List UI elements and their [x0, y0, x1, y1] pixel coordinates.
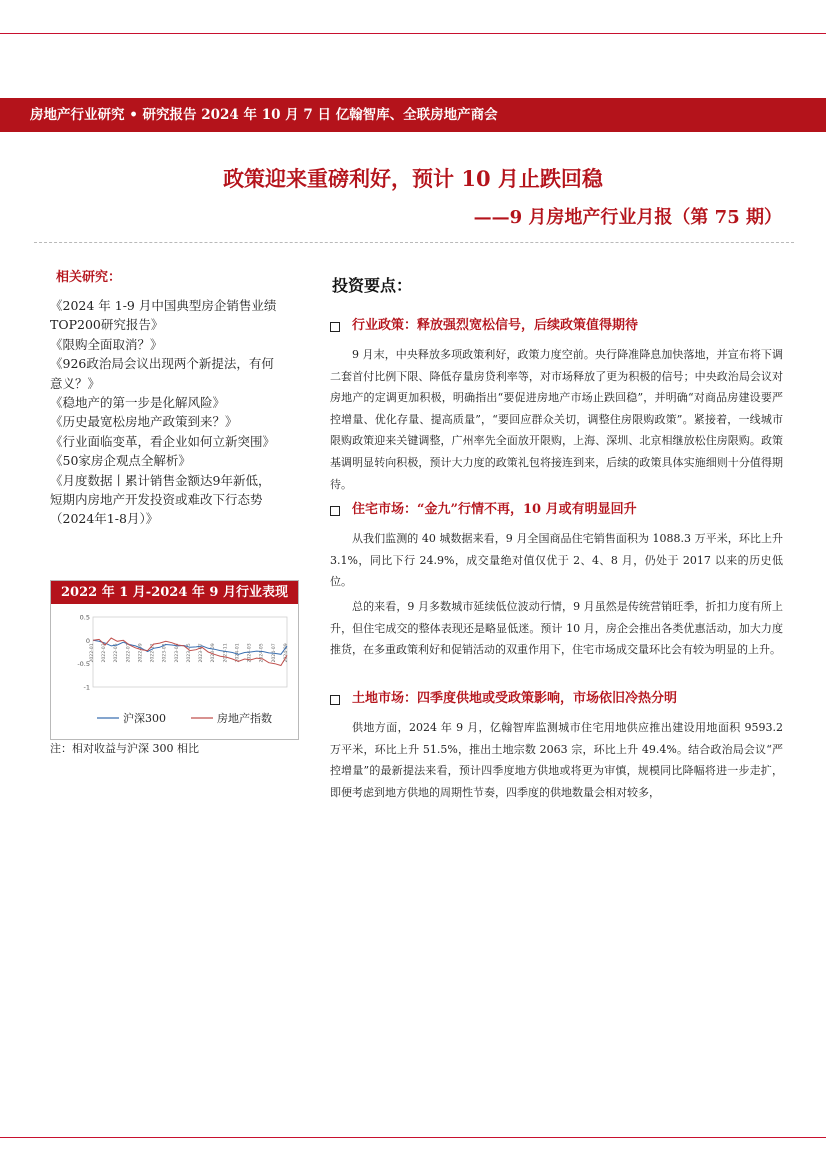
related-line[interactable]: TOP200研究报告》: [50, 317, 164, 333]
related-line[interactable]: 《稳地产的第一步是化解风险》: [50, 395, 226, 411]
x-tick-label: 2023-03: [174, 643, 180, 663]
related-line[interactable]: 短期内房地产开发投资或难改下行态势: [50, 492, 263, 508]
x-tick-label: 2022-05: [114, 643, 120, 663]
related-line[interactable]: 《限购全面取消？》: [50, 336, 163, 352]
report-title: 政策迎来重磅利好，预计 10 月止跌回稳: [223, 166, 603, 191]
y-tick-label: -1: [83, 683, 90, 692]
paragraph-policy: 9 月末，中央释放多项政策利好，政策力度空前。央行降准降息加快落地，并宣布将下调二套首付比例下限、降低存量房贷利率等，对市场释放了更为积极的信号；中央政治局会议对房地产的定调更加积极，明确指出“要促进房地产市场止跌回稳”，并明确“对商品房建设要严控增量、优化存量、提高质量”，“要回应群众关切，调整住房限购政策”。紧接着，一线城市限购政策迎来关键调整，广州率先全面放开限购，上海、深圳、北京相继放松住房限购。政策基调明显转向积极，预计大力度的政策礼包将接连到来，后续的政策具体实施细则十分值得期待。: [330, 348, 783, 491]
section-heading-land: [330, 689, 677, 709]
related-line[interactable]: 《历史最宽松房地产政策到来？》: [50, 414, 238, 430]
related-line[interactable]: 意义？》: [50, 375, 101, 391]
checkbox-bullet-icon: [330, 322, 340, 332]
section-heading-text: 行业政策：释放强烈宽松信号，后续政策值得期待: [352, 318, 639, 333]
bottom-rule: [0, 1137, 826, 1138]
key-points-title: 投资要点：: [332, 276, 413, 295]
related-line[interactable]: 《926政治局会议出现两个新提法，有何: [50, 356, 274, 372]
related-line[interactable]: （2024年1-8月）》: [50, 511, 159, 527]
x-tick-label: 2022-11: [150, 643, 156, 663]
checkbox-bullet-icon: [330, 695, 340, 705]
top-rule: [0, 33, 826, 34]
section-heading-policy: [330, 316, 638, 336]
chart-note: 注：相对收益与沪深 300 相比: [50, 742, 199, 755]
paragraph-land: 供地方面，2024 年 9 月，亿翰智库监测城市住宅用地供应推出建设用地面积 9593.2 万平米，环比上升 51.5%，推出土地宗数 2063 宗，环比上升 49.4%。结合政治局会议“严控增量”的最新提法来看，预计四季度地方供地或将更为审慎，规模同比降幅将进一步走扩，即便考虑到地方供地的周期性节奏，四季度的供地数量会相对较多，: [330, 721, 783, 799]
paragraph-housing-2: 总的来看，9 月多数城市延续低位波动行情，9 月虽然是传统营销旺季，折扣力度有所上升，但住宅成交的整体表现还是略显低迷。预计 10 月，房企会推出各类优惠活动，加大力度推货，在多重政策利好和促销活动的双重作用下，住宅市场成交量环比会有较为明显的上升。: [330, 600, 783, 657]
x-tick-label: 2023-07: [199, 643, 205, 663]
x-tick-label: 2022-07: [126, 643, 132, 663]
section-heading-housing: [330, 500, 637, 520]
legend-label: 沪深300: [123, 712, 166, 725]
dashed-divider: [34, 242, 794, 243]
report-banner: 房地产行业研究 • 研究报告 2024 年 10 月 7 日 亿翰智库、全联房地产商会: [0, 98, 826, 132]
x-tick-label: 2024-03: [247, 643, 253, 663]
x-tick-label: 2023-05: [187, 643, 192, 663]
x-tick-label: 2022-03: [102, 643, 108, 663]
related-line[interactable]: 《行业面临变革，看企业如何立新突围》: [50, 433, 276, 449]
legend-label: 房地产指数: [217, 712, 272, 725]
y-tick-label: 0: [85, 636, 90, 645]
chart-title: 2022 年 1 月-2024 年 9 月行业表现: [51, 581, 298, 604]
x-tick-label: 2024-07: [271, 643, 277, 663]
x-tick-label: 2022-09: [138, 643, 144, 663]
related-line[interactable]: 《50家房企观点全解析》: [50, 453, 191, 469]
report-subtitle: ——9 月房地产行业月报（第 75 期）: [473, 207, 782, 228]
related-line[interactable]: 《2024 年 1-9 月中国典型房企销售业绩: [50, 298, 277, 313]
x-tick-label: 2024-05: [259, 643, 265, 663]
x-tick-label: 2022-01: [90, 643, 95, 663]
x-tick-label: 2023-01: [162, 643, 168, 663]
x-tick-label: 2024-09: [284, 643, 289, 663]
x-tick-label: 2023-09: [211, 643, 217, 663]
chart-canvas: [51, 605, 298, 739]
section-heading-text: 土地市场：四季度供地或受政策影响，市场依旧冷热分明: [352, 691, 678, 706]
section-heading-text: 住宅市场：“金九”行情不再，10 月或有明显回升: [352, 502, 637, 517]
related-line[interactable]: 《月度数据丨累计销售金额达9年新低，: [50, 472, 271, 488]
paragraph-housing-1: 从我们监测的 40 城数据来看，9 月全国商品住宅销售面积为 1088.3 万平米，环比上升 3.1%，同比下行 24.9%，成交量绝对值仅优于 2、4、8 月，仍处于 2017 以来的历史低位。: [330, 532, 783, 589]
x-tick-label: 2023-11: [223, 643, 229, 663]
y-tick-label: 0.5: [79, 613, 90, 622]
y-tick-label: -0.5: [77, 660, 90, 669]
x-tick-label: 2024-01: [235, 643, 241, 663]
checkbox-bullet-icon: [330, 506, 340, 516]
related-research-list: [50, 296, 340, 529]
industry-performance-chart: [50, 580, 299, 740]
related-research-title: 相关研究：: [56, 270, 122, 285]
